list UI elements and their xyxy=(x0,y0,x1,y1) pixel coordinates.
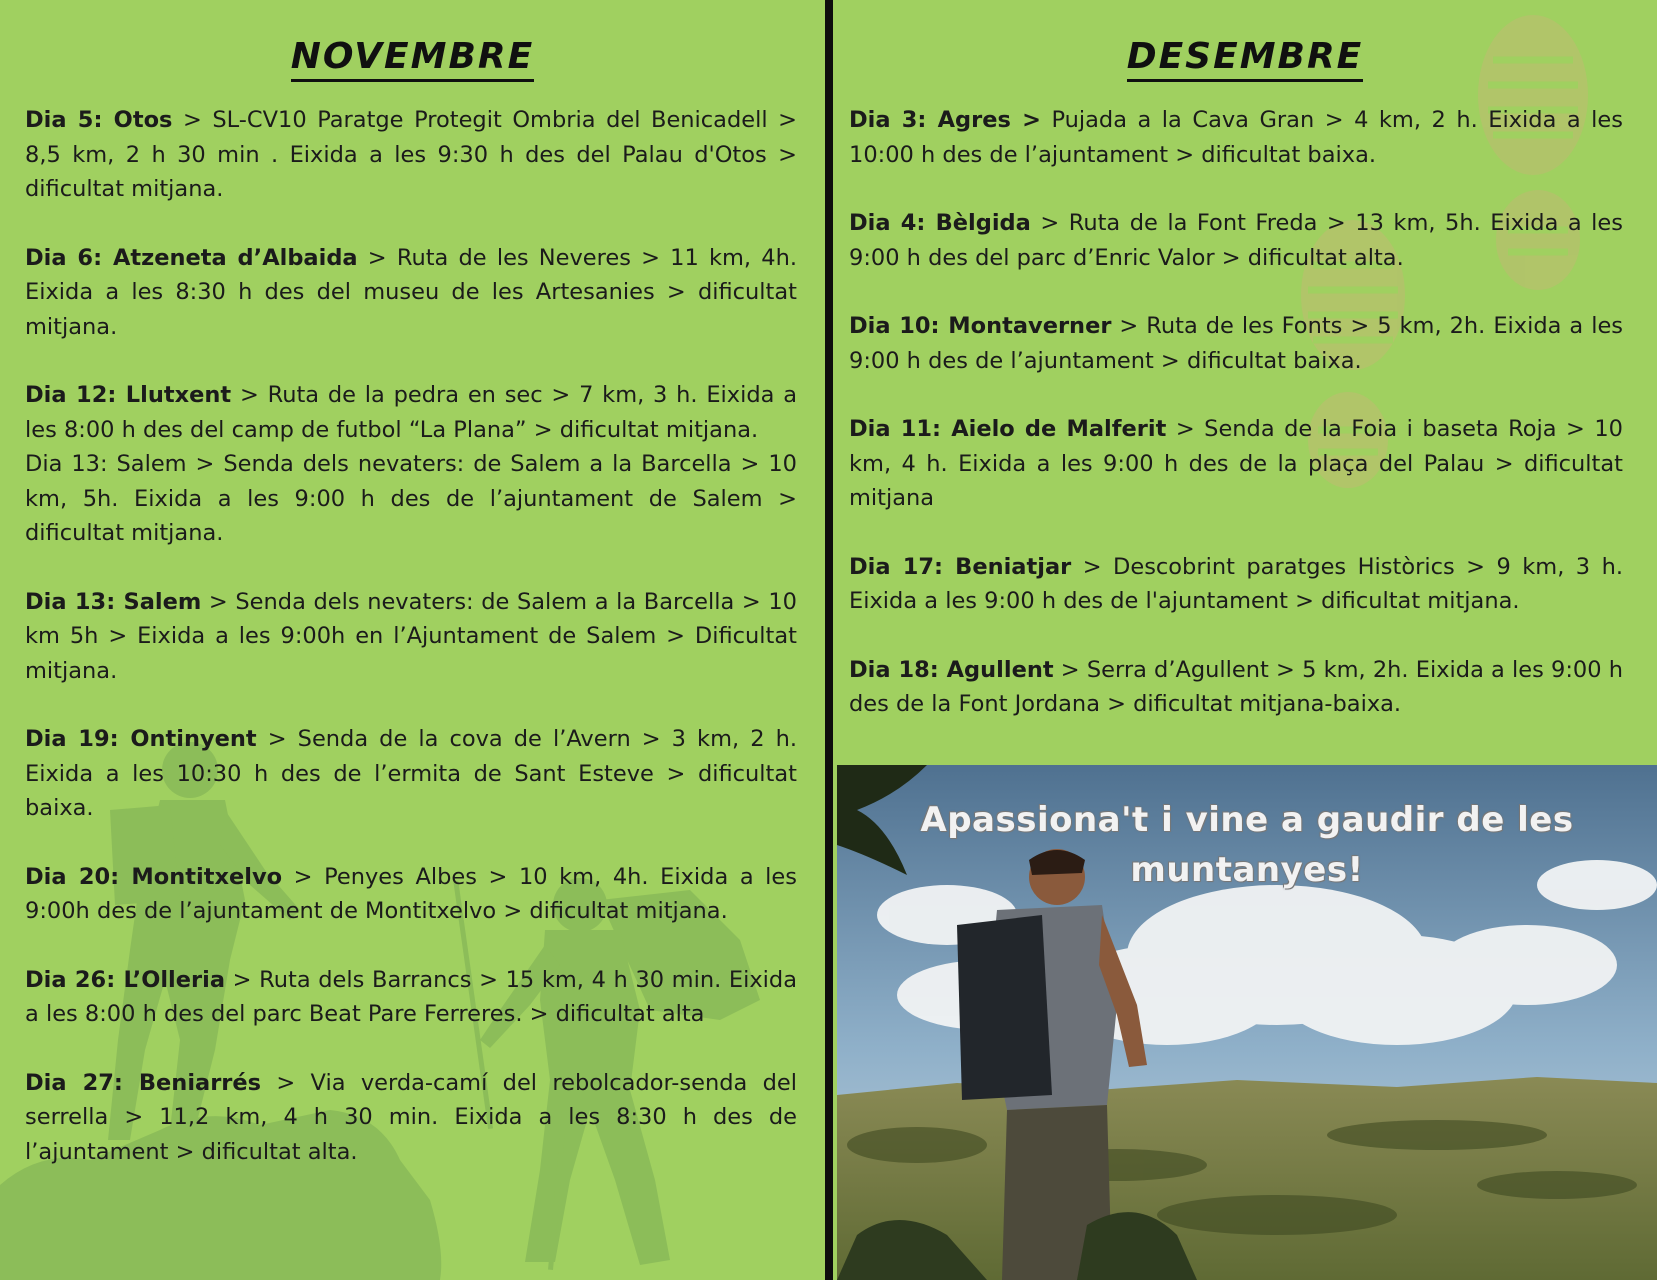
column-divider xyxy=(825,0,833,1280)
list-item: Dia 13: Salem > Senda dels nevaters: de Salem a la Barcella > 10 km 5h > Eixida a les 9:00h en l’Ajuntament de Salem > Dificultat mitjana. xyxy=(25,588,797,684)
list-item: Dia 13: Salem > Senda dels nevaters: de Salem a la Barcella > 10 km, 5h. Eixida a les 9:00 h des de l’ajuntament de Salem > dificultat mitjana. xyxy=(25,451,797,546)
list-item: Dia 18: Agullent > Serra d’Agullent > 5 km, 2h. Eixida a les 9:00 h des de la Font Jordana > dificultat mitjana-baixa. xyxy=(849,656,1624,717)
list-item: Dia 3: Agres > Pujada a la Cava Gran > 4 km, 2 h. Eixida a les 10:00 h des de l’ajuntament > dificultat baixa. xyxy=(849,107,1623,168)
list-item: Dia 5: Otos > SL-CV10 Paratge Protegit Ombria del Benicadell > 8,5 km, 2 h 30 min . Eixida a les 9:30 h des del Palau d'Otos > dificultat mitjana. xyxy=(25,107,797,202)
november-heading: NOVEMBRE xyxy=(0,36,825,77)
list-item: Dia 10: Montaverner > Ruta de les Fonts > 5 km, 2h. Eixida a les 9:00 h des de l’ajuntament > dificultat baixa. xyxy=(849,313,1624,374)
list-item: Dia 19: Ontinyent > Senda de la cova de l’Avern > 3 km, 2 h. Eixida a les 10:30 h des de l’ermita de Sant Esteve > dificultat baixa. xyxy=(25,726,797,821)
list-item: Dia 4: Bèlgida > Ruta de la Font Freda > 13 km, 5h. Eixida a les 9:00 h des del parc d’Enric Valor > dificultat alta. xyxy=(849,210,1623,271)
caption-line-2: muntanyes! xyxy=(1130,850,1364,890)
list-item: Dia 11: Aielo de Malferit > Senda de la Foia i baseta Roja > 10 km, 4 h. Eixida a les 9:00 h des de la plaça del Palau > dificultat mitjana xyxy=(849,416,1623,511)
list-item: Dia 12: Llutxent > Ruta de la pedra en sec > 7 km, 3 h. Eixida a les 8:00 h des del camp de futbol “La Plana” > dificultat mitjana. xyxy=(25,382,798,443)
december-heading: DESEMBRE xyxy=(833,36,1657,77)
photo-caption xyxy=(837,795,1657,895)
hiker-landscape-photo xyxy=(837,765,1657,1280)
december-entries xyxy=(849,103,1623,722)
list-item: Dia 17: Beniatjar > Descobrint paratges Històrics > 9 km, 3 h. Eixida a les 9:00 h des de l'ajuntament > dificultat mitjana. xyxy=(849,553,1623,614)
caption-line-1: Apassiona't i vine a gaudir de les xyxy=(920,800,1574,840)
list-item: Dia 26: L’Olleria > Ruta dels Barrancs > 15 km, 4 h 30 min. Eixida a les 8:00 h des del parc Beat Pare Ferreres. > dificultat alta xyxy=(25,966,798,1027)
november-entries xyxy=(25,103,797,1169)
list-item: Dia 20: Montitxelvo > Penyes Albes > 10 km, 4h. Eixida a les 9:00h des de l’ajuntament de Montitxelvo > dificultat mitjana. xyxy=(25,863,797,924)
list-item: Dia 27: Beniarrés > Via verda-camí del rebolcador-senda del serrella > 11,2 km, 4 h 30 min. Eixida a les 8:30 h des de l’ajuntament > dificultat alta. xyxy=(25,1069,797,1165)
list-item: Dia 6: Atzeneta d’Albaida > Ruta de les Neveres > 11 km, 4h. Eixida a les 8:30 h des del museu de les Artesanies > dificultat mitjana. xyxy=(25,244,797,340)
